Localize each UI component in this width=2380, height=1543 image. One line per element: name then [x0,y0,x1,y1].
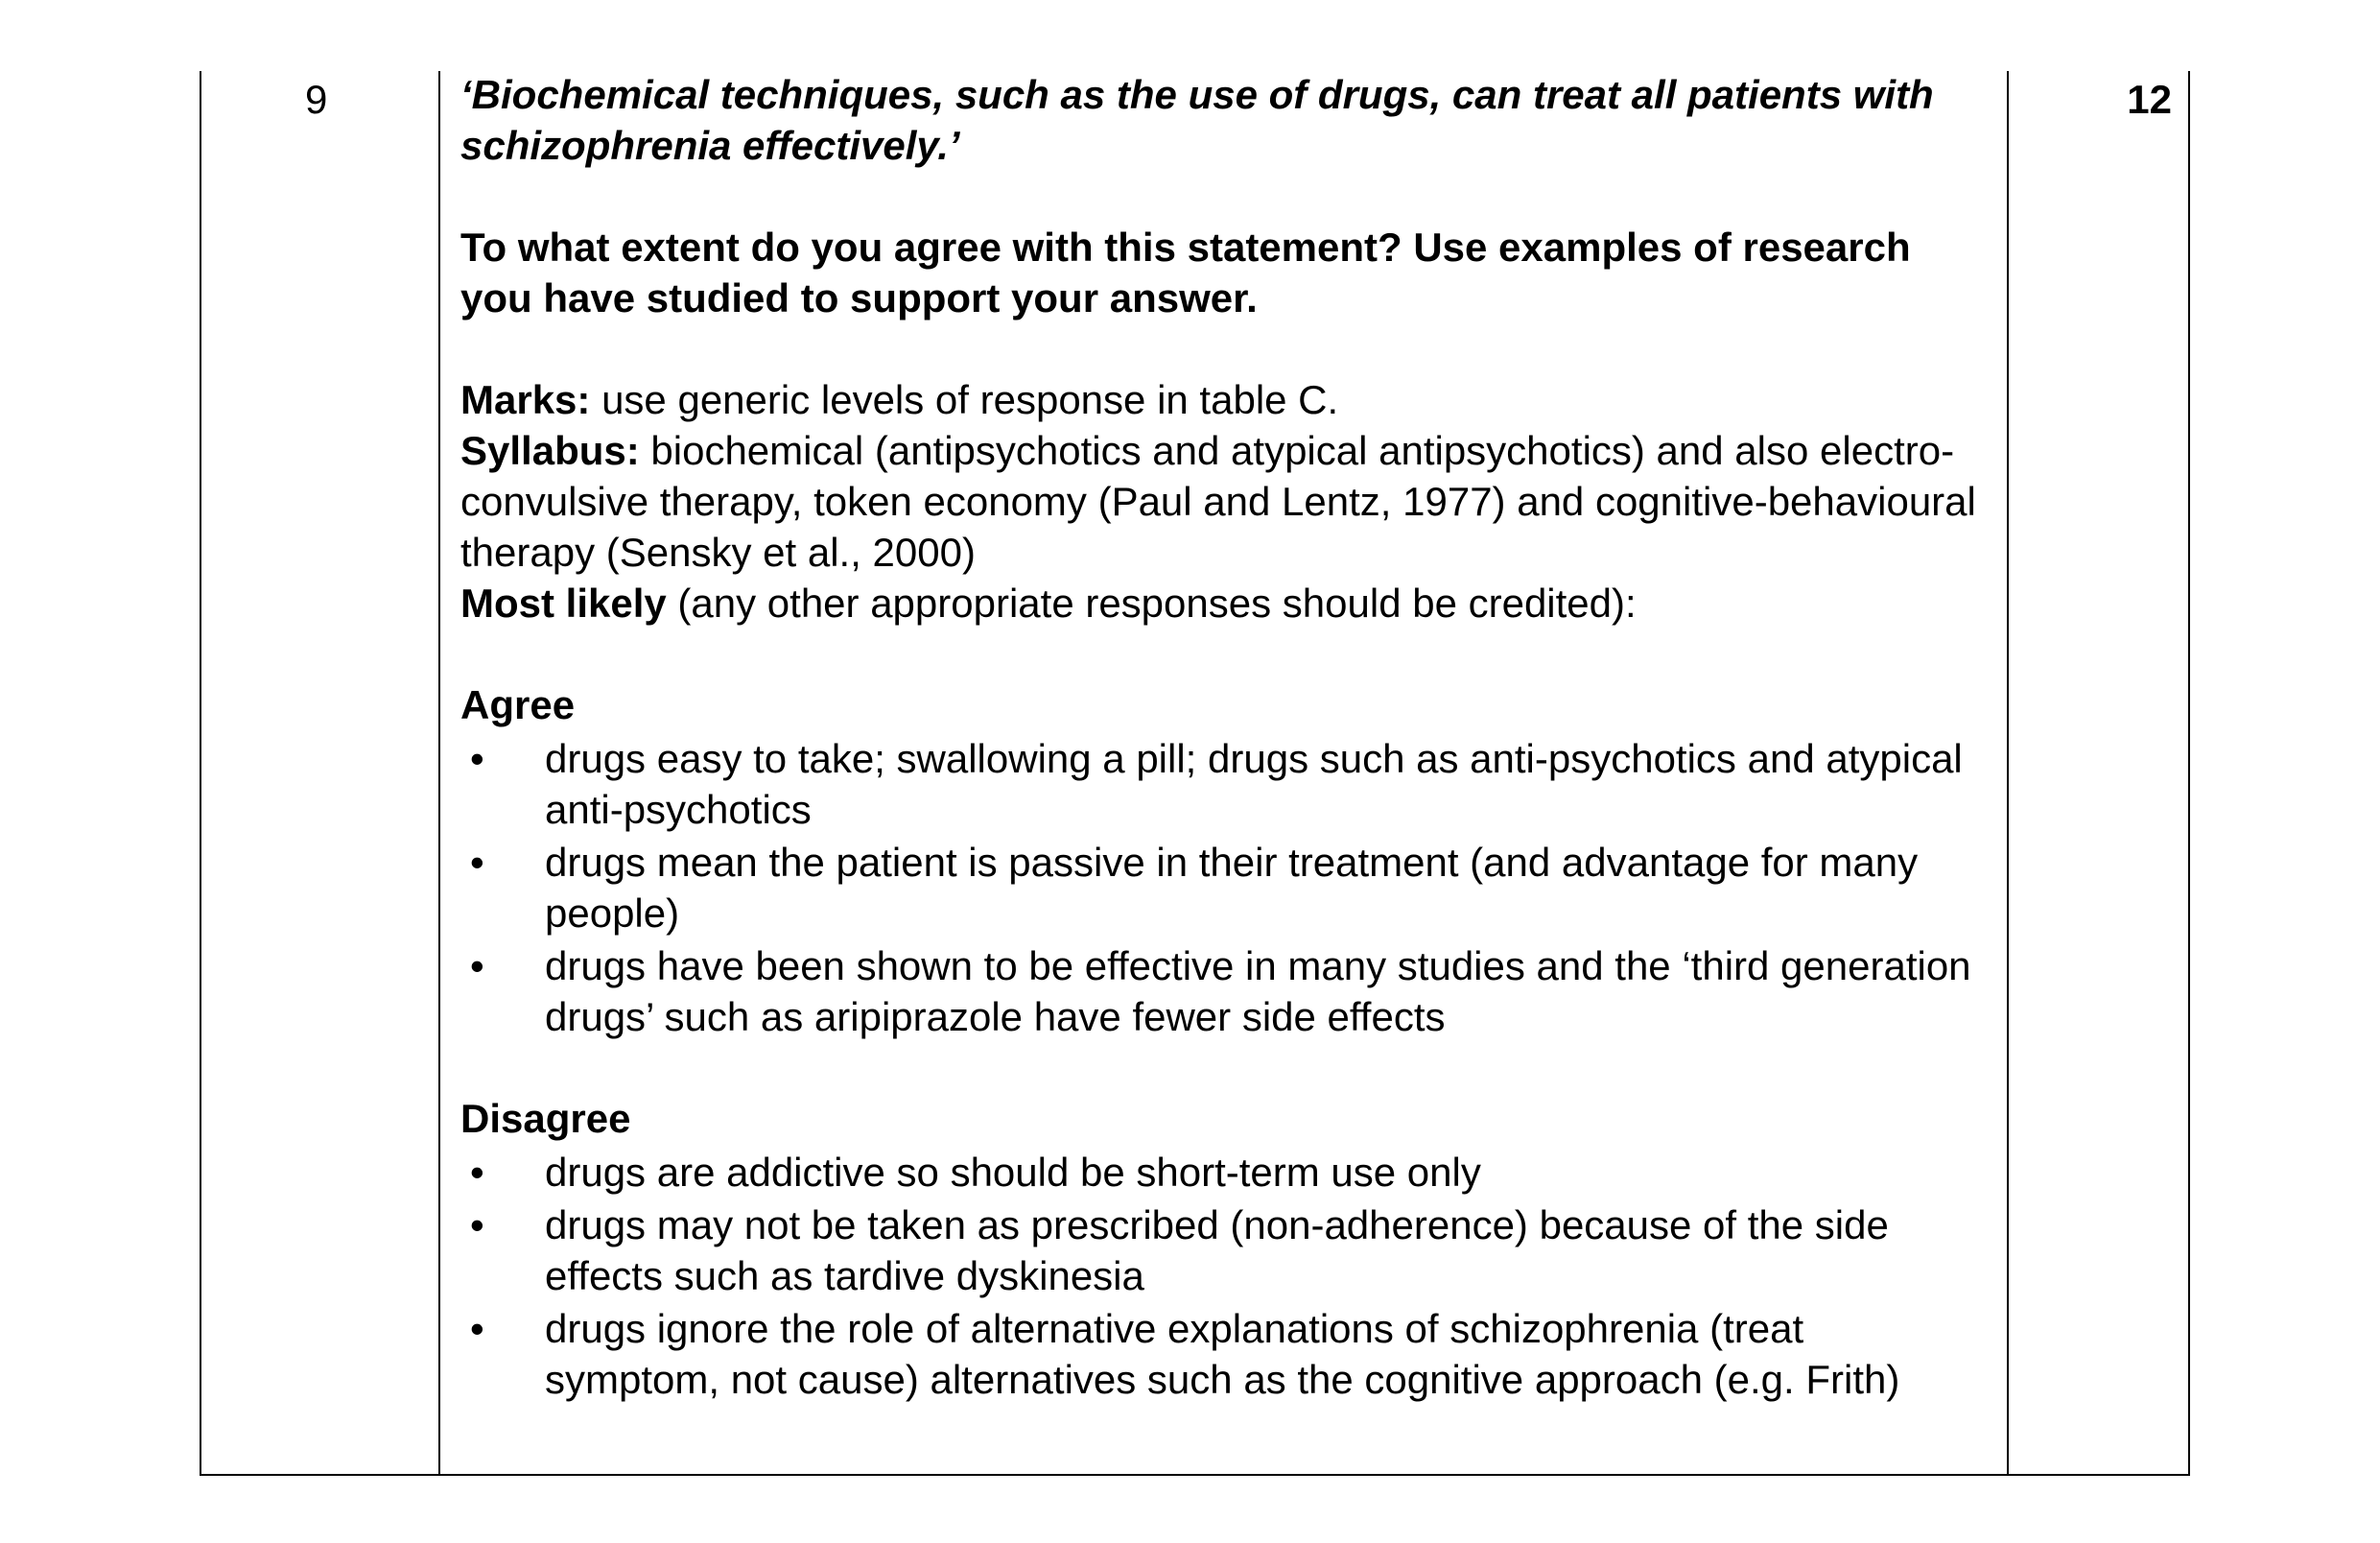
bullet-icon: • [470,943,484,988]
marks-text: use generic levels of response in table C. [590,377,1339,422]
disagree-item-text: drugs ignore the role of alternative explanations of schizophrenia (treat symptom, not cause) alternatives such as the cognitive approach (e.g. Frith) [545,1306,1900,1402]
total-marks: 12 [2127,77,2172,122]
syllabus-line [460,425,1986,578]
disagree-item-text: drugs are addictive so should be short-term use only [545,1150,1481,1195]
question-quote: ‘Biochemical techniques, such as the use of drugs, can treat all patients with schizophrenia effectively.’ [460,72,1934,168]
marks-label: Marks: [460,377,591,422]
bullet-icon: • [470,1202,484,1247]
list-item [460,1147,1986,1198]
marks-line [460,374,1986,425]
question-prompt: To what extent do you agree with this statement? Use examples of research you have studied to support your answer. [460,225,1911,320]
column-divider-marks [2007,71,2009,1474]
column-divider-question [438,71,440,1474]
agree-item-text: drugs mean the patient is passive in their treatment (and advantage for many people) [545,840,1919,936]
question-number: 9 [305,77,328,122]
list-item [460,1303,1986,1405]
most-likely-line [460,578,1986,629]
agree-list [460,733,1986,1042]
list-item [460,1199,1986,1301]
bullet-icon: • [470,840,484,885]
disagree-heading: Disagree [460,1096,631,1141]
disagree-list [460,1147,1986,1405]
most-likely-text: (any other appropriate responses should be credited): [666,581,1637,626]
disagree-item-text: drugs may not be taken as prescribed (non-adherence) because of the side effects such as tardive dyskinesia [545,1202,1889,1298]
bullet-icon: • [470,1150,484,1195]
bullet-icon: • [470,1306,484,1351]
syllabus-label: Syllabus: [460,428,640,473]
agree-heading: Agree [460,682,576,727]
bullet-icon: • [470,736,484,781]
agree-item-text: drugs easy to take; swallowing a pill; drugs such as anti-psychotics and atypical anti-psychotics [545,736,1963,832]
answer-cell [460,69,1986,1407]
agree-item-text: drugs have been shown to be effective in many studies and the ‘third generation drugs’ such as aripiprazole have fewer side effects [545,943,1971,1039]
syllabus-text: biochemical (antipsychotics and atypical antipsychotics) and also electro-convulsive therapy, token economy (Paul and Lentz, 1977) and cognitive-behavioural therapy (Sensky et al., 2000) [460,428,1976,575]
list-item [460,837,1986,938]
list-item [460,733,1986,835]
most-likely-label: Most likely [460,581,667,626]
list-item [460,940,1986,1042]
